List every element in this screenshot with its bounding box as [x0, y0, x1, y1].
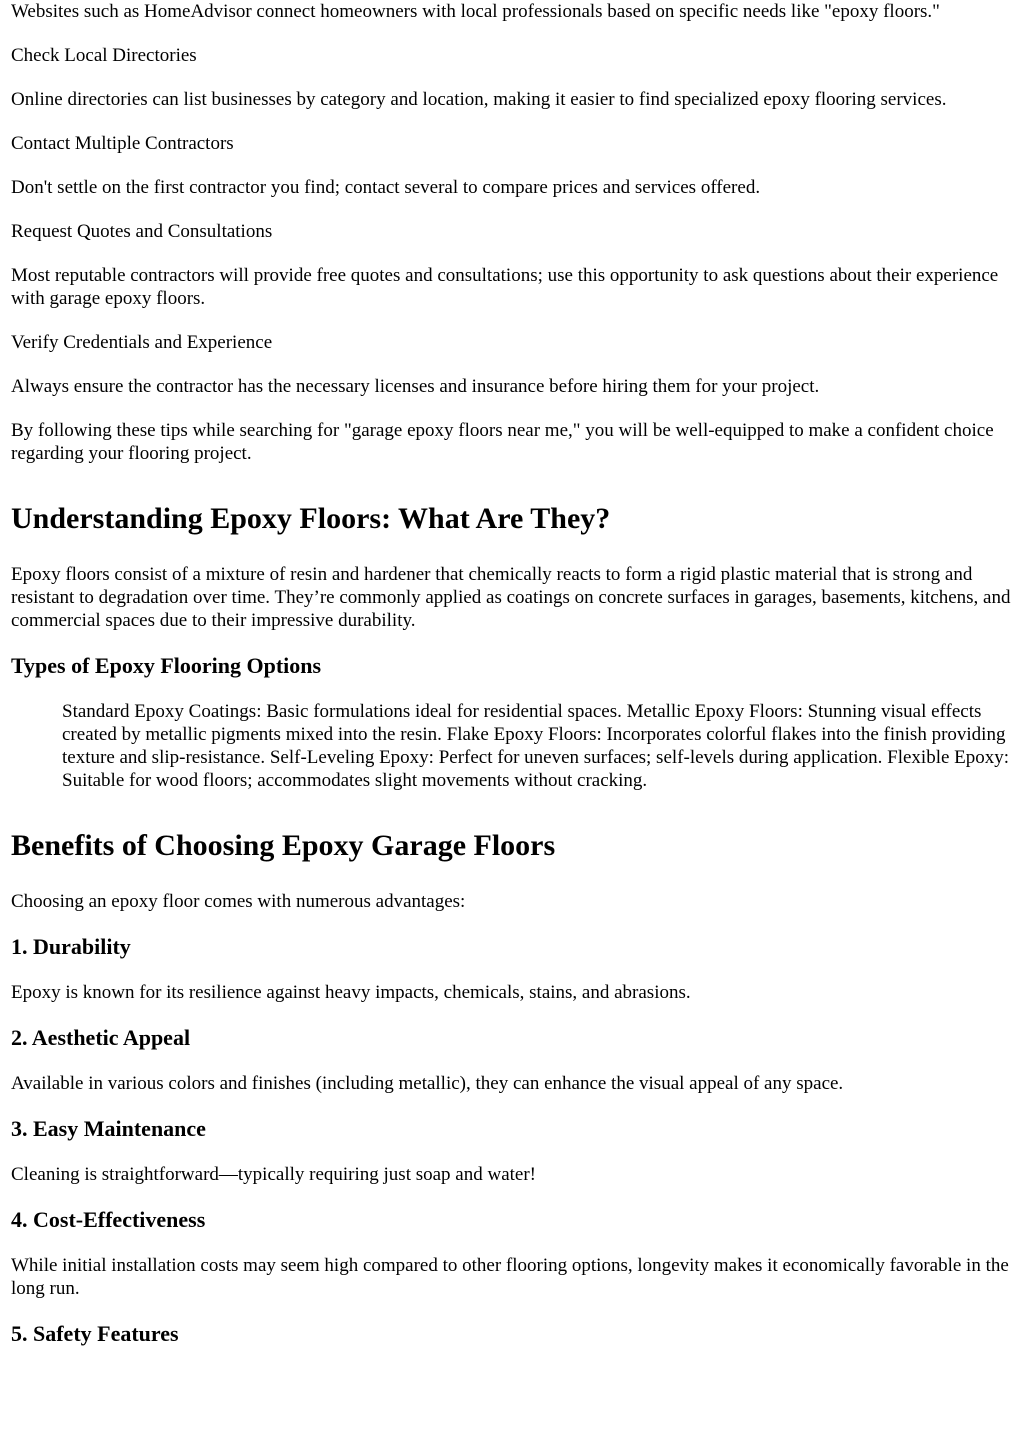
paragraph-following-tips: By following these tips while searching for "garage epoxy floors near me," you will be well-equipped to make a confident choice regarding your flooring project.	[11, 420, 994, 464]
paragraph-dont-settle: Don't settle on the first contractor you find; contact several to compare prices and services offered.	[11, 177, 761, 198]
paragraph-check-local-directories: Check Local Directories	[11, 45, 197, 66]
paragraph-cost-effectiveness: While initial installation costs may seem high compared to other flooring options, longevity makes it economically favorable in the long run.	[11, 1255, 1009, 1299]
paragraph-epoxy-definition: Epoxy floors consist of a mixture of resin and hardener that chemically reacts to form a rigid plastic material that is strong and resistant to degradation over time. They’re commonly applied as coatings on concrete surfaces in garages, basements, kitchens, and commercial spaces due to their impressive durability.	[11, 564, 1011, 631]
heading-easy-maintenance: 3. Easy Maintenance	[11, 1116, 206, 1141]
heading-benefits: Benefits of Choosing Epoxy Garage Floors	[11, 829, 556, 862]
heading-types-of-epoxy: Types of Epoxy Flooring Options	[11, 653, 322, 678]
paragraph-request-quotes: Request Quotes and Consultations	[11, 221, 273, 242]
paragraph-reputable-contractors: Most reputable contractors will provide free quotes and consultations; use this opportunity to ask questions about their experience with garage epoxy floors.	[11, 265, 999, 309]
heading-durability: 1. Durability	[11, 934, 131, 959]
blockquote-types-list: Standard Epoxy Coatings: Basic formulations ideal for residential spaces. Metallic Epoxy Floors: Stunning visual effects created by metallic pigments mixed into the resin. Flake Epoxy Floors: Incorporates colorful flakes into the finish providing texture and slip-resistance. Self-Leveling Epoxy: Perfect for uneven surfaces; self-levels during application. Flexible Epoxy: Suitable for wood floors; accommodates slight movements without cracking.	[62, 701, 1010, 791]
heading-cost-effectiveness: 4. Cost-Effectiveness	[11, 1207, 206, 1232]
paragraph-licenses-insurance: Always ensure the contractor has the necessary licenses and insurance before hiring them for your project.	[11, 376, 820, 397]
paragraph-durability: Epoxy is known for its resilience against heavy impacts, chemicals, stains, and abrasions.	[11, 982, 691, 1003]
paragraph-easy-maintenance: Cleaning is straightforward—typically requiring just soap and water!	[11, 1164, 537, 1185]
paragraph-online-directories: Online directories can list businesses by category and location, making it easier to find specialized epoxy flooring services.	[11, 89, 947, 110]
paragraph-verify-credentials: Verify Credentials and Experience	[11, 332, 273, 353]
paragraph-contact-multiple: Contact Multiple Contractors	[11, 133, 234, 154]
paragraph-homeadvisor: Websites such as HomeAdvisor connect homeowners with local professionals based on specific needs like "epoxy floors."	[11, 1, 940, 22]
heading-aesthetic-appeal: 2. Aesthetic Appeal	[11, 1025, 191, 1050]
paragraph-aesthetic-appeal: Available in various colors and finishes (including metallic), they can enhance the visual appeal of any space.	[11, 1073, 844, 1094]
paragraph-benefits-intro: Choosing an epoxy floor comes with numerous advantages:	[11, 891, 466, 912]
heading-understanding-epoxy: Understanding Epoxy Floors: What Are They?	[11, 502, 611, 535]
heading-safety-features: 5. Safety Features	[11, 1321, 179, 1346]
